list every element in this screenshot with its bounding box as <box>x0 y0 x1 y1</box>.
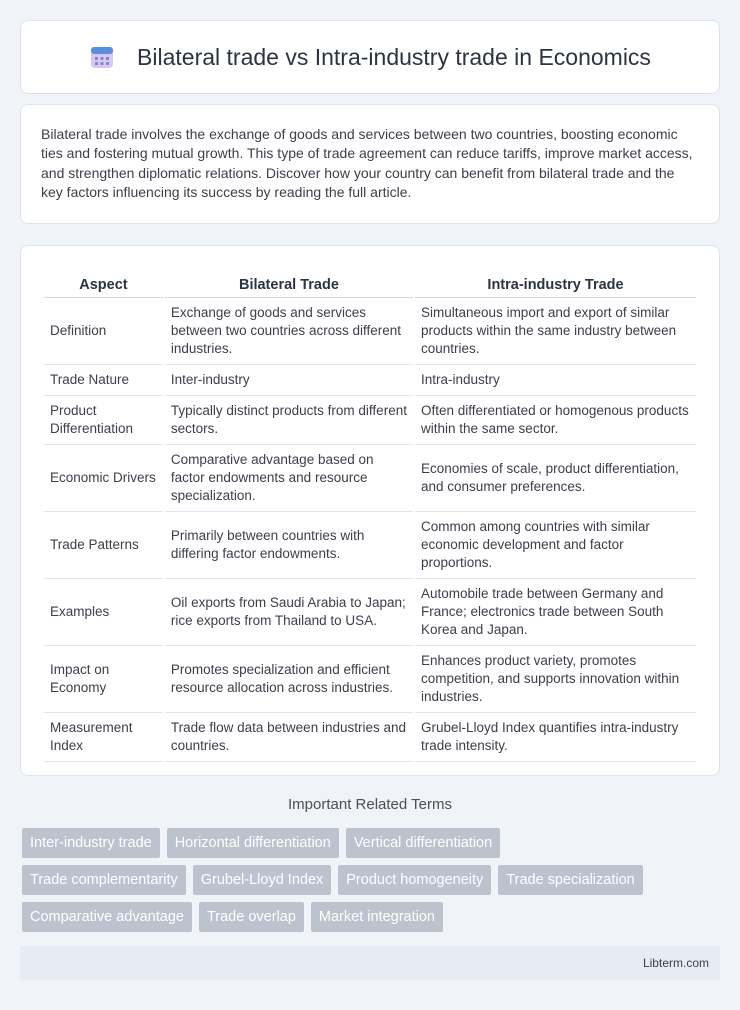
cell-bilateral: Inter-industry <box>165 365 413 396</box>
cell-bilateral: Exchange of goods and services between two countries across different industries. <box>165 298 413 365</box>
table-row <box>44 298 696 365</box>
cell-intra: Often differentiated or homogenous products within the same sector. <box>415 396 696 445</box>
cell-intra: Automobile trade between Germany and France; electronics trade between South Korea and Japan. <box>415 579 696 646</box>
table-row <box>44 646 696 713</box>
table-row <box>44 445 696 512</box>
related-term-tag[interactable]: Trade overlap <box>199 902 304 932</box>
related-term-tag[interactable]: Comparative advantage <box>22 902 192 932</box>
cell-bilateral: Promotes specialization and efficient resource allocation across industries. <box>165 646 413 713</box>
related-term-tag[interactable]: Trade complementarity <box>22 865 186 895</box>
comparison-table-card <box>20 245 720 776</box>
page-title: Bilateral trade vs Intra-industry trade in Economics <box>137 43 651 70</box>
related-term-tag[interactable]: Inter-industry trade <box>22 828 160 858</box>
table-row <box>44 365 696 396</box>
related-term-tag[interactable]: Market integration <box>311 902 443 932</box>
cell-bilateral: Oil exports from Saudi Arabia to Japan; rice exports from Thailand to USA. <box>165 579 413 646</box>
cell-bilateral: Comparative advantage based on factor endowments and resource specialization. <box>165 445 413 512</box>
cell-aspect: Trade Patterns <box>44 512 163 579</box>
related-term-tag[interactable]: Grubel-Lloyd Index <box>193 865 332 895</box>
cell-bilateral: Primarily between countries with differing factor endowments. <box>165 512 413 579</box>
cell-intra: Simultaneous import and export of similar products within the same industry between countries. <box>415 298 696 365</box>
cell-aspect: Examples <box>44 579 163 646</box>
cell-aspect: Product Differentiation <box>44 396 163 445</box>
cell-intra: Grubel-Lloyd Index quantifies intra-industry trade intensity. <box>415 713 696 762</box>
cell-aspect: Measurement Index <box>44 713 163 762</box>
table-row <box>44 579 696 646</box>
related-term-tag[interactable]: Product homogeneity <box>338 865 491 895</box>
related-term-tag[interactable]: Horizontal differentiation <box>167 828 339 858</box>
cell-aspect: Economic Drivers <box>44 445 163 512</box>
header-card <box>20 20 720 94</box>
intro-card <box>20 104 720 224</box>
footer <box>20 946 720 980</box>
column-header-bilateral: Bilateral Trade <box>165 266 413 298</box>
table-row <box>44 713 696 762</box>
cell-aspect: Trade Nature <box>44 365 163 396</box>
related-terms-title: Important Related Terms <box>288 796 452 813</box>
calendar-icon <box>89 44 115 70</box>
related-term-tag[interactable]: Vertical differentiation <box>346 828 500 858</box>
tag-row <box>22 902 722 932</box>
related-term-tag[interactable]: Trade specialization <box>498 865 642 895</box>
cell-intra: Enhances product variety, promotes competition, and supports innovation within industries. <box>415 646 696 713</box>
table-header-row <box>44 266 696 298</box>
cell-bilateral: Trade flow data between industries and countries. <box>165 713 413 762</box>
column-header-intra: Intra-industry Trade <box>415 266 696 298</box>
cell-bilateral: Typically distinct products from different sectors. <box>165 396 413 445</box>
tag-row <box>22 828 722 858</box>
tag-row <box>22 865 722 895</box>
intro-text: Bilateral trade involves the exchange of goods and services between two countries, boosting economic ties and fostering mutual growth. This type of trade agreement can reduce tariffs, improve market access, and strengthen diplomatic relations. Discover how your country can benefit from bilateral trade and the key factors influencing its success by reading the full article. <box>41 126 693 201</box>
comparison-table <box>42 266 698 762</box>
cell-aspect: Impact on Economy <box>44 646 163 713</box>
cell-intra: Intra-industry <box>415 365 696 396</box>
related-terms-list <box>22 828 722 939</box>
cell-intra: Economies of scale, product differentiation, and consumer preferences. <box>415 445 696 512</box>
cell-intra: Common among countries with similar economic development and factor proportions. <box>415 512 696 579</box>
table-row <box>44 396 696 445</box>
column-header-aspect: Aspect <box>44 266 163 298</box>
footer-site-link[interactable]: Libterm.com <box>642 956 709 970</box>
cell-aspect: Definition <box>44 298 163 365</box>
table-row <box>44 512 696 579</box>
